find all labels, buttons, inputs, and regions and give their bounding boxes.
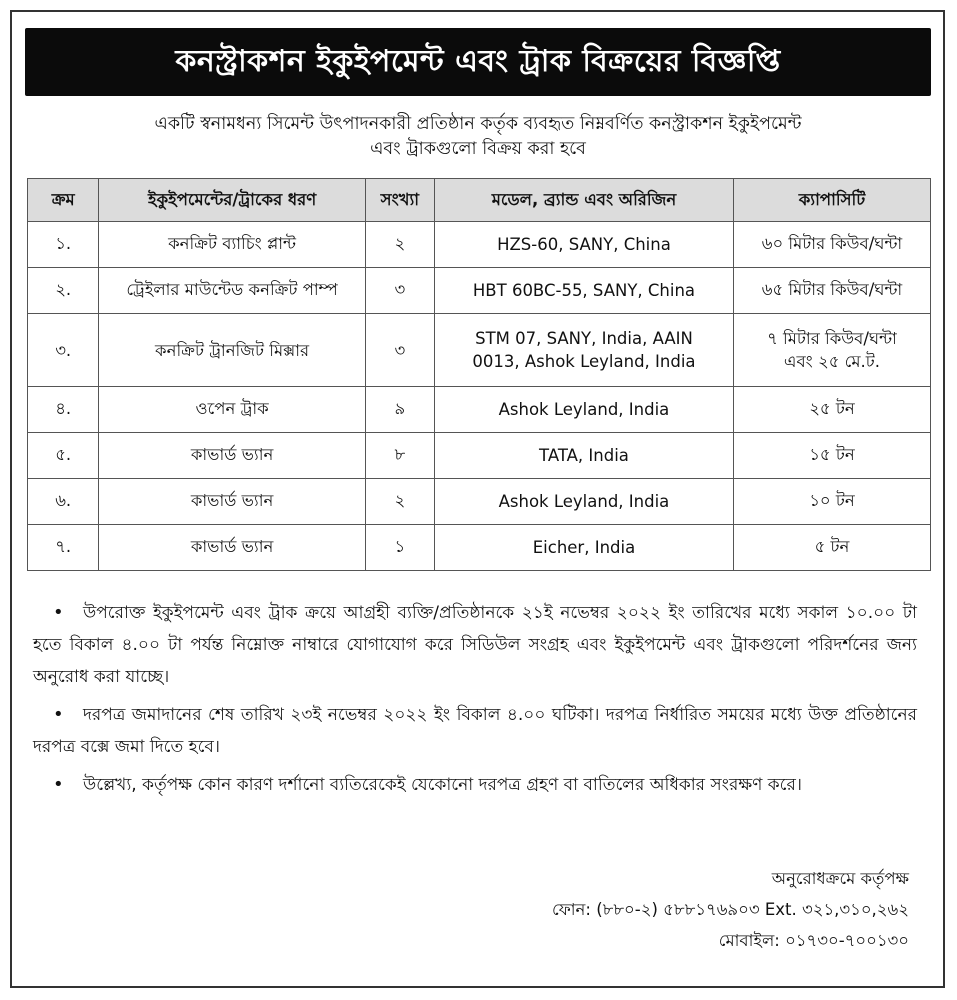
- cell-model: HBT 60BC-55, SANY, China: [434, 268, 733, 314]
- cell-serial: ১.: [28, 222, 99, 268]
- header-quantity: সংখ্যা: [365, 179, 434, 222]
- term-text: উপরোক্ত ইকুইপমেন্ট এবং ট্রাক ক্রয়ে আগ্রহী ব্যক্তি/প্রতিষ্ঠানকে ২১ই নভেম্বর ২০২২ ইং তারিখের মধ্যে সকাল ১০.০০ টা হতে বিকাল ৪.০০ টা পর্যন্ত নিম্নোক্ত নাম্বারে যোগাযোগ করে সিডিউল সংগ্রহ এবং ইকুইপমেন্ট এবং ট্রাকগুলো পরিদর্শনের জন্য অনুরোধ করা যাচ্ছে।: [33, 603, 917, 687]
- bullet-icon: •: [53, 774, 64, 795]
- cell-type: কাভার্ড ভ্যান: [99, 433, 365, 479]
- cell-capacity: ১৫ টন: [733, 433, 930, 479]
- cell-type: ওপেন ট্রাক: [99, 387, 365, 433]
- cell-serial: ২.: [28, 268, 99, 314]
- list-item: [33, 699, 917, 763]
- cell-model-line-1: STM 07, SANY, India, AAIN: [475, 329, 693, 348]
- terms-list: [33, 597, 917, 807]
- intro-line-2: এবং ট্রাকগুলো বিক্রয় করা হবে: [370, 139, 586, 159]
- cell-model: [434, 314, 733, 387]
- cell-quantity: ৯: [365, 387, 434, 433]
- contact-mobile: মোবাইল: ০১৭৩০-৭০০১৩০: [718, 931, 909, 950]
- table-row: [28, 387, 931, 433]
- cell-serial: ৬.: [28, 479, 99, 525]
- header-model: মডেল, ব্র্যান্ড এবং অরিজিন: [434, 179, 733, 222]
- table-row: [28, 479, 931, 525]
- table-row: [28, 433, 931, 479]
- cell-quantity: ৮: [365, 433, 434, 479]
- table-header-row: [28, 179, 931, 222]
- cell-serial: ৫.: [28, 433, 99, 479]
- cell-quantity: ২: [365, 222, 434, 268]
- cell-capacity: ১০ টন: [733, 479, 930, 525]
- cell-type: কনক্রিট ট্রানজিট মিক্সার: [99, 314, 365, 387]
- header-type: ইকুইপমেন্টের/ট্রাকের ধরণ: [99, 179, 365, 222]
- bullet-icon: •: [53, 704, 64, 725]
- cell-type: ট্রেইলার মাউন্টেড কনক্রিট পাম্প: [99, 268, 365, 314]
- cell-model-line-2: 0013, Ashok Leyland, India: [472, 352, 696, 371]
- term-text: উল্লেখ্য, কর্তৃপক্ষ কোন কারণ দর্শানো ব্যতিরেকেই যেকোনো দরপত্র গ্রহণ বা বাতিলের অধিকার সংরক্ষণ করে।: [83, 775, 802, 795]
- cell-capacity: ৬০ মিটার কিউব/ঘন্টা: [733, 222, 930, 268]
- cell-type: কাভার্ড ভ্যান: [99, 525, 365, 571]
- cell-capacity: ২৫ টন: [733, 387, 930, 433]
- cell-quantity: ১: [365, 525, 434, 571]
- cell-capacity: [733, 314, 930, 387]
- cell-quantity: ৩: [365, 268, 434, 314]
- cell-quantity: ৩: [365, 314, 434, 387]
- page-title: কনস্ট্রাকশন ইকুইপমেন্ট এবং ট্রাক বিক্রয়ের বিজ্ঞপ্তি: [25, 28, 931, 96]
- cell-type: কাভার্ড ভ্যান: [99, 479, 365, 525]
- contact-phone: ফোন: (৮৮০-২) ৫৮৮১৭৬৯০৩ Ext. ৩২১,৩১০,২৬২: [552, 900, 909, 919]
- cell-model: Ashok Leyland, India: [434, 479, 733, 525]
- cell-type: কনক্রিট ব্যাচিং প্লান্ট: [99, 222, 365, 268]
- signature-authority: অনুরোধক্রমে কর্তৃপক্ষ: [771, 869, 909, 888]
- cell-capacity: ৫ টন: [733, 525, 930, 571]
- cell-serial: ৩.: [28, 314, 99, 387]
- cell-serial: ৭.: [28, 525, 99, 571]
- list-item: [33, 597, 917, 693]
- cell-capacity-line-1: ৭ মিটার কিউব/ঘন্টা: [767, 329, 897, 348]
- equipment-table: [27, 178, 931, 571]
- term-text: দরপত্র জমাদানের শেষ তারিখ ২৩ই নভেম্বর ২০২২ ইং বিকাল ৪.০০ ঘটিকা। দরপত্র নির্ধারিত সময়ের মধ্যে উক্ত প্রতিষ্ঠানের দরপত্র বক্সে জমা দিতে হবে।: [33, 705, 917, 757]
- header-capacity: ক্যাপাসিটি: [733, 179, 930, 222]
- cell-quantity: ২: [365, 479, 434, 525]
- bullet-icon: •: [53, 602, 64, 623]
- table-row: [28, 525, 931, 571]
- list-item: [33, 769, 917, 801]
- table-row: [28, 314, 931, 387]
- table-row: [28, 268, 931, 314]
- cell-model: Ashok Leyland, India: [434, 387, 733, 433]
- cell-capacity-line-2: এবং ২৫ মে.ট.: [783, 352, 881, 371]
- intro-text: [40, 112, 916, 162]
- cell-model: Eicher, India: [434, 525, 733, 571]
- intro-line-1: একটি স্বনামধন্য সিমেন্ট উৎপাদনকারী প্রতিষ্ঠান কর্তৃক ব্যবহৃত নিম্নবর্ণিত কনস্ট্রাকশন ইকুইপমেন্ট: [154, 114, 802, 134]
- cell-model: TATA, India: [434, 433, 733, 479]
- cell-serial: ৪.: [28, 387, 99, 433]
- signature-block: [552, 863, 909, 956]
- table-row: [28, 222, 931, 268]
- header-serial: ক্রম: [28, 179, 99, 222]
- cell-model: HZS-60, SANY, China: [434, 222, 733, 268]
- cell-capacity: ৬৫ মিটার কিউব/ঘন্টা: [733, 268, 930, 314]
